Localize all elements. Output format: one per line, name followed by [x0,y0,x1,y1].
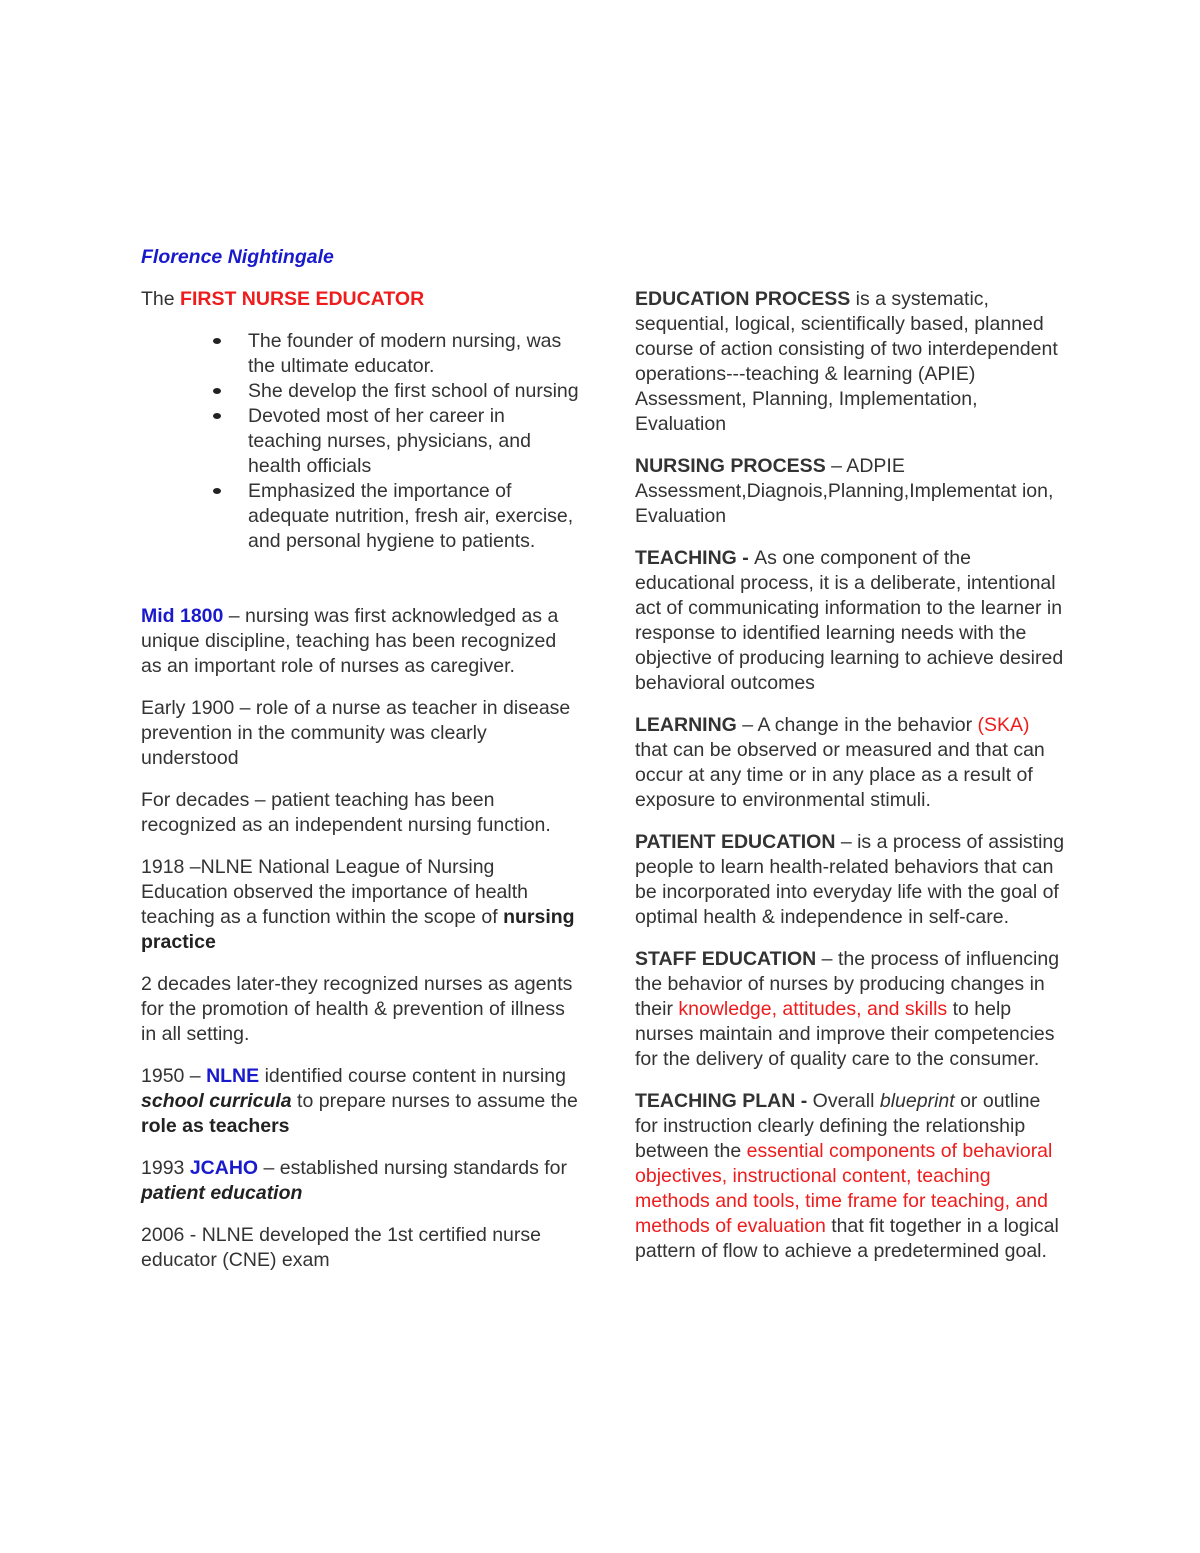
bullet-text: The founder of modern nursing, was the ultimate educator. [248,330,562,377]
first-prefix: The [141,288,181,310]
section-title: Florence Nightingale [141,246,334,268]
timeline-label: NLNE [206,1065,260,1087]
definition-learning [635,713,1065,813]
italic-text: blueprint [879,1090,955,1112]
definition-term: TEACHING - [635,547,755,569]
list-item [248,404,581,479]
definition-text: – A change in the behavior [736,714,978,736]
definition-text: is a systematic, sequential, logical, scientifically based, planned course of action consisting of two interdependent operations---teaching & learning (APIE) Assessment, Planning, Implementation, Evaluation [635,288,1058,435]
list-item [248,479,581,554]
highlight-text: essential components of behavioral objectives, instructional content, teaching methods and tools, time frame for teaching, and methods of evaluation [635,1140,1053,1237]
definition-text: to help nurses maintain and improve their competencies for the delivery of quality care to the consumer. [635,998,1055,1070]
timeline-prefix: 1950 – [141,1065,207,1087]
first-nurse-educator-line [141,287,581,312]
timeline-1993 [141,1156,581,1206]
definition-term: LEARNING [635,714,737,736]
spacer [141,571,581,604]
definition-nursing-process [635,454,1065,529]
definition-text: – the process of influencing the behavior of nurses by producing changes in their [635,948,1060,1020]
timeline-mid-1800 [141,604,581,679]
right-column [635,287,1065,1281]
bullet-icon [213,413,221,419]
first-nurse-educator-heading: FIRST NURSE EDUCATOR [180,288,425,310]
timeline-for-decades: For decades – patient teaching has been recognized as an independent nursing function. [141,789,551,836]
bullet-icon [213,388,221,394]
emphasis-text: role as teachers [141,1115,290,1137]
timeline-text: – established nursing standards for [258,1157,568,1179]
timeline-text: identified course content in nursing [259,1065,566,1087]
timeline-text: to prepare nurses to assume the [291,1090,578,1112]
bullet-icon [213,488,221,494]
emphasis-text: school curricula [141,1090,292,1112]
emphasis-text: nursing practice [141,906,575,953]
bullet-text: She develop the first school of nursing [248,380,579,402]
list-item [248,379,581,404]
definition-term: TEACHING PLAN - [635,1090,813,1112]
bullet-icon [213,338,221,344]
definition-text: that fit together in a logical pattern of flow to achieve a predetermined goal. [635,1215,1059,1262]
timeline-prefix: 1993 [141,1157,190,1179]
timeline-two-decades: 2 decades later-they recognized nurses as agents for the promotion of health & prevention of illness in all setting. [141,973,573,1045]
definition-term: NURSING PROCESS [635,455,826,477]
definition-education-process [635,287,1065,437]
nightingale-bullet-list [141,329,581,554]
bullet-text: Devoted most of her career in teaching nurses, physicians, and health officials [248,405,531,477]
emphasis-text: patient education [141,1182,303,1204]
highlight-text: (SKA) [977,714,1030,736]
timeline-2006: 2006 - NLNE developed the 1st certified nurse educator (CNE) exam [141,1224,541,1271]
definition-term: PATIENT EDUCATION [635,831,836,853]
definition-term: STAFF EDUCATION [635,948,817,970]
timeline-1918 [141,855,581,955]
definition-text: – is a process of assisting people to learn health-related behaviors that can be incorporated into everyday life with the goal of optimal health & independence in self-care. [635,831,1065,928]
list-item [248,329,581,379]
timeline-label: Mid 1800 [141,605,224,627]
timeline-text: – nursing was first acknowledged as a unique discipline, teaching has been recognized as an important role of nurses as caregiver. [141,605,559,677]
timeline-label: JCAHO [189,1157,259,1179]
definition-term: EDUCATION PROCESS [635,288,851,310]
timeline-early-1900: Early 1900 – role of a nurse as teacher in disease prevention in the community was clearly understood [141,697,571,769]
definition-text: Overall [812,1090,880,1112]
left-column [141,245,581,1290]
definition-patient-education [635,830,1065,930]
highlight-text: knowledge, attitudes, and skills [678,998,948,1020]
definition-teaching [635,546,1065,696]
definition-text: As one component of the educational process, it is a deliberate, intentional act of communicating information to the learner in response to identified learning needs with the objective of producing learning to achieve desired behavioral outcomes [635,547,1064,694]
definition-text: – ADPIE Assessment,Diagnois,Planning,Implementat ion, Evaluation [635,455,1054,527]
definition-teaching-plan [635,1089,1065,1264]
timeline-1950 [141,1064,581,1139]
timeline-text: 1918 –NLNE National League of Nursing Education observed the importance of health teaching as a function within the scope of [141,856,529,928]
definition-text: that can be observed or measured and that can occur at any time or in any place as a result of exposure to environmental stimuli. [635,739,1045,811]
bullet-text: Emphasized the importance of adequate nutrition, fresh air, exercise, and personal hygiene to patients. [248,480,574,552]
definition-staff-education [635,947,1065,1072]
definition-text: or outline for instruction clearly defining the relationship between the [635,1090,1041,1162]
